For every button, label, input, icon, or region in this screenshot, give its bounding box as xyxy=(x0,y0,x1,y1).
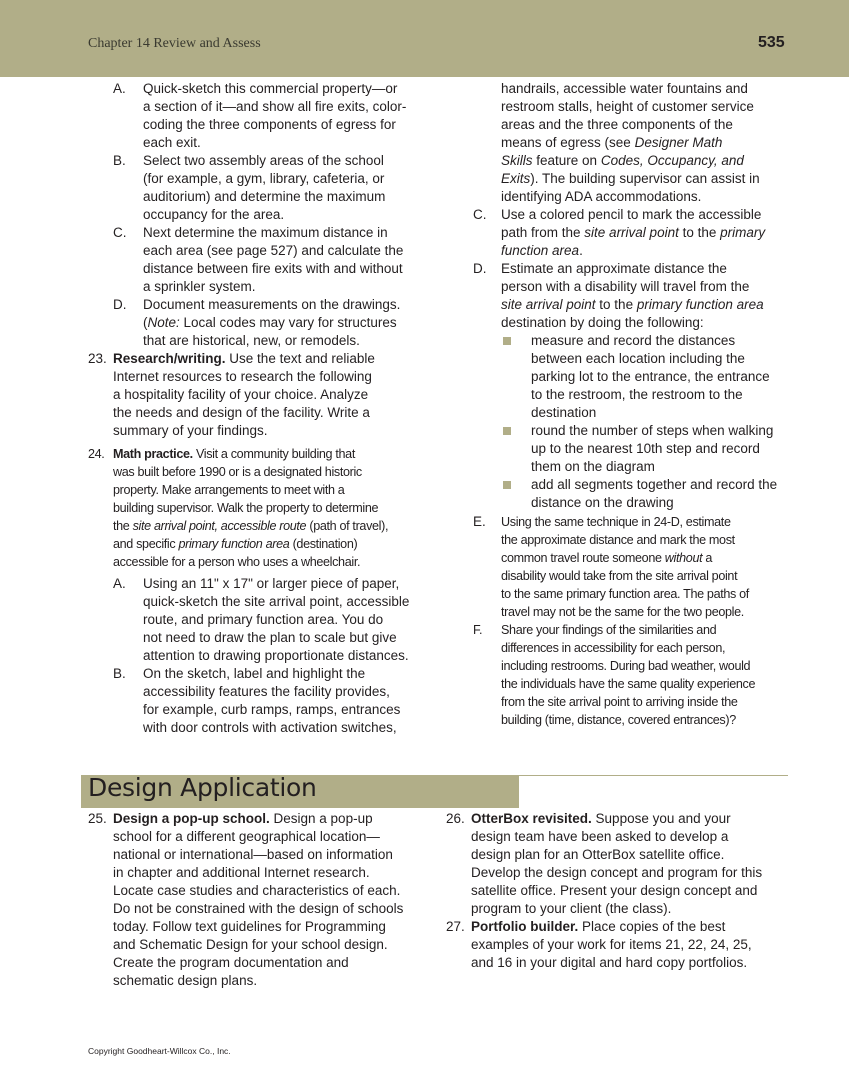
body-text: (destination) accessible for a person who uses a wheelchair. xyxy=(113,537,361,569)
bullet-square-icon xyxy=(503,481,511,489)
body-text: On the sketch, label and highlight the accessibility features the facility provides, for example, curb ramps, ramps, entrances with door controls with activation switches, xyxy=(143,666,401,735)
body-text: add all segments together and record the distance on the drawing xyxy=(531,477,778,510)
body-text: Design a pop-up school for a different geographical location— national or international—based on information in chapter and additional Internet research. Locate case studies and characteristics of each. Do not be constrained with the design of schools today. Follow text guidelines for Programming and Schematic Design for your school design. Create the program documentation and schematic design plans. xyxy=(113,811,404,988)
italic-text: site arrival point xyxy=(501,297,596,312)
body-text: round the number of steps when walking up to the nearest 10th step and record them on the diagram xyxy=(531,423,774,474)
body-text: handrails, accessible water fountains and restroom stalls, height of customer service areas and the three components of the means of egress (see xyxy=(501,81,754,150)
bullet-square-icon xyxy=(503,337,511,345)
item-label: C. xyxy=(113,225,127,240)
body-text: Using an 11" x 17" or larger piece of paper, quick-sketch the site arrival point, accessible route, and primary function area. You do not need to draw the plan to scale but give attention to drawing proportionate distances. xyxy=(143,576,410,663)
item-b-assembly-areas xyxy=(143,152,385,224)
item-label: D. xyxy=(473,261,487,276)
copyright-notice: Copyright Goodheart-Willcox Co., Inc. xyxy=(88,1046,231,1056)
section-title: Design Application xyxy=(88,773,317,802)
item-label: D. xyxy=(113,297,127,312)
question-number: 26. xyxy=(446,811,465,826)
body-text: to the xyxy=(595,297,637,312)
italic-text: Codes, Occupancy, and Exits xyxy=(501,153,744,186)
body-text: . xyxy=(579,243,583,258)
bullet-square-icon xyxy=(503,427,511,435)
page-number: 535 xyxy=(758,34,785,51)
bullet-item xyxy=(531,476,777,512)
bold-lead-text: OtterBox revisited. xyxy=(471,811,592,826)
question-number: 27. xyxy=(446,919,465,934)
body-text: Use the text and reliable Internet resources to research the following a hospitality facility of your choice. Analyze the needs and design of the facility. Write a summary of your findings. xyxy=(113,351,375,438)
body-text: Use a colored pencil to mark the accessible path from the xyxy=(501,207,762,240)
italic-text: Designer Math Skills xyxy=(501,135,723,168)
question-number: 24. xyxy=(88,447,105,461)
item-e-compare-route xyxy=(501,513,749,621)
item-label: A. xyxy=(113,576,126,591)
chapter-title: Chapter 14 Review and Assess xyxy=(88,36,261,51)
item-label: F. xyxy=(473,623,483,637)
bold-lead-text: Portfolio builder. xyxy=(471,919,579,934)
body-text: Select two assembly areas of the school (for example, a gym, library, cafeteria, or auditorium) and determine the maximum occupancy for the area. xyxy=(143,153,386,222)
body-text: Document measurements on the drawings. ( xyxy=(143,297,401,330)
item-label: B. xyxy=(113,153,126,168)
item-b-label-features xyxy=(143,665,400,737)
item-label: A. xyxy=(113,81,126,96)
question-24 xyxy=(113,445,388,571)
body-text: Local codes may vary for structures that are historical, new, or remodels. xyxy=(143,315,397,348)
body-text: destination by doing the following: xyxy=(501,315,704,330)
body-text: Place copies of the best examples of your work for items 21, 22, 24, 25, and 16 in your digital and hard copy portfolios. xyxy=(471,919,752,970)
italic-text: without xyxy=(664,551,703,565)
body-text: Next determine the maximum distance in each area (see page 527) and calculate the distance between fire exits with and without a sprinkler system. xyxy=(143,225,404,294)
item-d-document xyxy=(143,296,400,350)
body-text: a disability would take from the site arrival point to the same primary function area. The paths of travel may not be the same for the two people. xyxy=(501,551,749,619)
italic-text: Note: xyxy=(147,315,180,330)
question-25 xyxy=(113,810,403,990)
item-label: C. xyxy=(473,207,487,222)
body-text: to the xyxy=(678,225,721,240)
italic-text: site arrival point xyxy=(584,225,679,240)
item-b-continued xyxy=(501,80,760,206)
body-text: Quick-sketch this commercial property—or a section of it—and show all fire exits, color- coding the three components of egress for each exit. xyxy=(143,81,407,150)
body-text: Estimate an approximate distance the person with a disability will travel from the xyxy=(501,261,750,294)
body-text: Suppose you and your design team have been asked to develop a design plan for an OtterBox satellite office. Develop the design concept and program for this satellite office. Present your design concept and program to your client (the class). xyxy=(471,811,763,916)
question-number: 23. xyxy=(88,351,107,366)
bullet-item xyxy=(531,332,770,422)
item-label: B. xyxy=(113,666,126,681)
section-rule xyxy=(519,775,788,776)
item-c-max-distance xyxy=(143,224,403,296)
bold-lead-text: Design a pop-up school. xyxy=(113,811,270,826)
body-text: ). The building supervisor can assist in identifying ADA accommodations. xyxy=(501,171,760,204)
item-label: E. xyxy=(473,514,486,529)
italic-text: site arrival point, accessible route xyxy=(132,519,307,533)
bullet-item xyxy=(531,422,773,476)
question-27 xyxy=(471,918,752,972)
item-a-sketch-property xyxy=(143,80,406,152)
body-text: (path of travel), and specific xyxy=(113,519,389,551)
body-text: Share your findings of the similarities and differences in accessibility for each person, including restrooms. During bad weather, would the individuals have the same quality experience from the site arrival point to arriving inside the building (time, distance, covered entrances)? xyxy=(501,623,756,727)
body-text: feature on xyxy=(532,153,601,168)
bold-lead-text: Research/writing. xyxy=(113,351,226,366)
italic-text: primary function area xyxy=(501,225,766,258)
question-26 xyxy=(471,810,762,918)
item-c-mark-path xyxy=(501,206,765,260)
italic-text: primary function area xyxy=(178,537,290,551)
body-text: Visit a community building that was built before 1990 or is a designated historic property. Make arrangements to meet with a building supervisor. Walk the property to determine the xyxy=(113,447,379,533)
item-d-estimate xyxy=(501,260,764,332)
italic-text: primary function area xyxy=(636,297,764,312)
bold-lead-text: Math practice. xyxy=(113,447,193,461)
body-text: measure and record the distances between each location including the parking lot to the entrance, the entrance to the restroom, the restroom to the destination xyxy=(531,333,770,420)
item-f-share-findings xyxy=(501,621,755,729)
body-text: Using the same technique in 24-D, estimate the approximate distance and mark the most common travel route someone xyxy=(501,515,735,565)
question-number: 25. xyxy=(88,811,107,826)
item-a-quick-sketch xyxy=(143,575,409,665)
question-23 xyxy=(113,350,375,440)
